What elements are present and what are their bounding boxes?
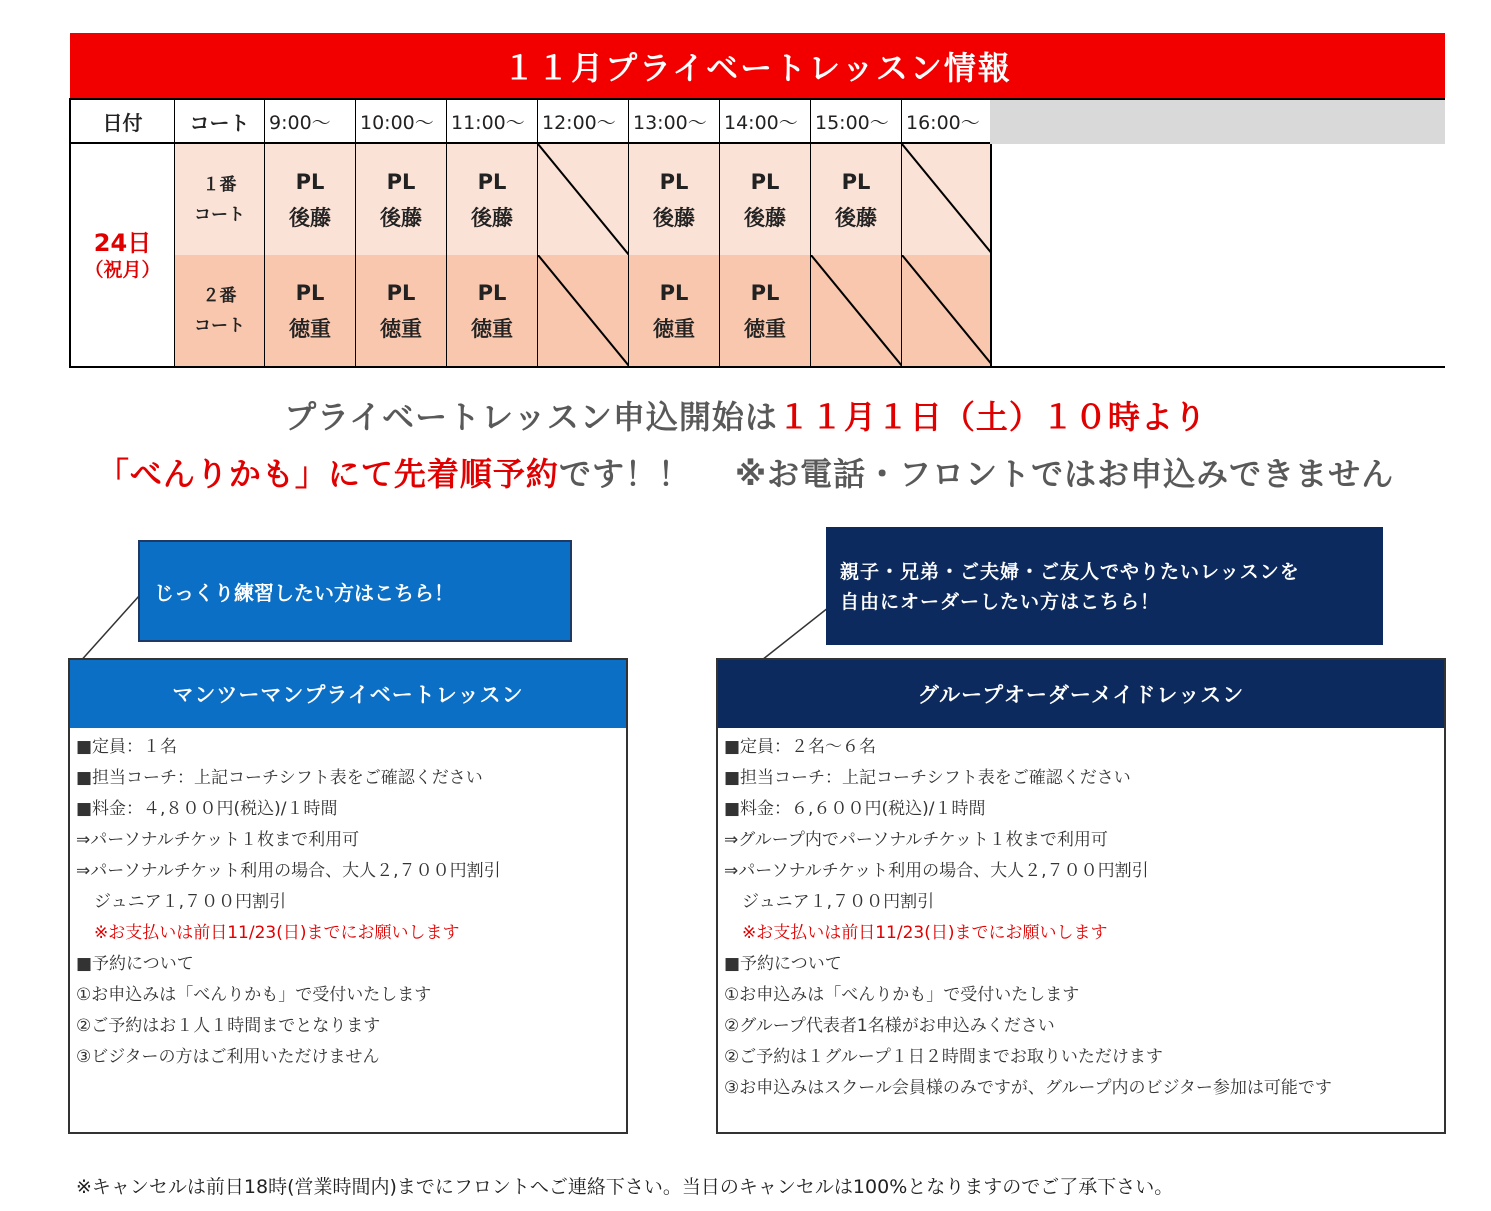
individual-lesson-box bbox=[68, 658, 628, 1134]
callout-group-line-1: 親子・兄弟・ご夫婦・ご友人でやりたいレッスンを bbox=[840, 561, 1300, 583]
info-line: ①お申込みは「べんりかも」で受付いたします bbox=[76, 985, 432, 1005]
lesson-type: PL bbox=[659, 169, 689, 194]
coach-name: 後藤 bbox=[471, 205, 513, 230]
announce-text: プライベートレッスン申込開始は bbox=[284, 398, 778, 436]
info-line: ②ご予約は１グループ１日２時間までお取りいただけます bbox=[724, 1047, 1163, 1067]
box-title: マンツーマンプライベートレッスン bbox=[70, 660, 626, 728]
announce-text: です！！ bbox=[558, 455, 691, 493]
coach-name: 後藤 bbox=[744, 205, 786, 230]
lesson-type: PL bbox=[386, 169, 416, 194]
info-line: ジュニア１,７００円割引 bbox=[94, 892, 287, 912]
court-word: コート bbox=[194, 315, 245, 336]
callout-individual: じっくり練習したい方はこちら！ bbox=[138, 540, 572, 642]
callout-group-line-2: 自由にオーダーしたい方はこちら！ bbox=[840, 591, 1161, 613]
coach-name: 徳重 bbox=[380, 316, 422, 341]
info-line: ■料金：６,６００円(税込)/１時間 bbox=[724, 799, 986, 819]
lesson-type: PL bbox=[386, 280, 416, 305]
coach-name: 徳重 bbox=[653, 316, 695, 341]
coach-name: 徳重 bbox=[471, 316, 513, 341]
group-lesson-box bbox=[716, 658, 1446, 1134]
info-line: ■定員：１名 bbox=[76, 737, 178, 757]
info-line: ⇒グループ内でパーソナルチケット１枚まで利用可 bbox=[724, 830, 1108, 850]
info-line: ⇒パーソナルチケット１枚まで利用可 bbox=[76, 830, 360, 850]
info-line: ■担当コーチ：上記コーチシフト表をご確認ください bbox=[724, 768, 1131, 788]
info-line: ■担当コーチ：上記コーチシフト表をご確認ください bbox=[76, 768, 483, 788]
header-time: 9:00～ bbox=[265, 100, 356, 144]
info-line: ②グループ代表者1名様がお申込みください bbox=[724, 1016, 1055, 1036]
coach-name: 後藤 bbox=[835, 205, 877, 230]
callout-group bbox=[826, 527, 1383, 645]
info-line: ③ビジターの方はご利用いただけません bbox=[76, 1047, 380, 1067]
page-title: １１月プライベートレッスン情報 bbox=[70, 33, 1445, 98]
date-sub: （祝月） bbox=[84, 259, 161, 281]
coach-name: 後藤 bbox=[289, 205, 331, 230]
court-number: １番 bbox=[202, 174, 237, 195]
header-time: 10:00～ bbox=[356, 100, 447, 144]
lesson-type: PL bbox=[841, 169, 871, 194]
coach-name: 徳重 bbox=[744, 316, 786, 341]
info-line: ※お支払いは前日11/23(日)までにお願いします bbox=[742, 923, 1108, 943]
lesson-type: PL bbox=[659, 280, 689, 305]
header-time: 11:00～ bbox=[447, 100, 538, 144]
date-day: 24日 bbox=[93, 229, 152, 257]
announce-note: ※お電話・フロントではお申込みできません bbox=[734, 455, 1395, 493]
header-time: 15:00～ bbox=[811, 100, 902, 144]
info-line: ②ご予約はお１人１時間までとなります bbox=[76, 1016, 381, 1036]
lesson-type: PL bbox=[750, 280, 780, 305]
lesson-type: PL bbox=[477, 169, 507, 194]
header-date: 日付 bbox=[71, 100, 175, 144]
info-line: ⇒パーソナルチケット利用の場合、大人２,７００円割引 bbox=[76, 861, 501, 881]
info-line: ①お申込みは「べんりかも」で受付いたします bbox=[724, 985, 1080, 1005]
info-line: ⇒パーソナルチケット利用の場合、大人２,７００円割引 bbox=[724, 861, 1149, 881]
lesson-type: PL bbox=[477, 280, 507, 305]
cancel-note: ※キャンセルは前日18時(営業時間内)までにフロントへご連絡下さい。当日のキャンセルは100%となりますのでご了承下さい。 bbox=[76, 1176, 1174, 1198]
box-title: グループオーダーメイドレッスン bbox=[718, 660, 1444, 728]
info-line: ■定員：２名～６名 bbox=[724, 737, 877, 757]
info-line: ジュニア１,７００円割引 bbox=[742, 892, 935, 912]
coach-name: 徳重 bbox=[289, 316, 331, 341]
header-time: 12:00～ bbox=[538, 100, 629, 144]
info-line: ③お申込みはスクール会員様のみですが、グループ内のビジター参加は可能です bbox=[724, 1078, 1332, 1098]
lesson-type: PL bbox=[750, 169, 780, 194]
coach-name: 後藤 bbox=[380, 205, 422, 230]
info-line: ■予約について bbox=[724, 954, 842, 974]
announce-booking: 「べんりかも」にて先着順予約 bbox=[96, 455, 559, 493]
lesson-type: PL bbox=[295, 280, 325, 305]
info-line: ■予約について bbox=[76, 954, 194, 974]
info-line: ■料金：４,８００円(税込)/１時間 bbox=[76, 799, 338, 819]
court-number: ２番 bbox=[202, 285, 237, 306]
header-time: 14:00～ bbox=[720, 100, 811, 144]
box-body bbox=[70, 728, 626, 1073]
court-word: コート bbox=[194, 204, 245, 225]
info-line: ※お支払いは前日11/23(日)までにお願いします bbox=[94, 923, 460, 943]
announce-start-date: １１月１日（土）１０時より bbox=[777, 398, 1207, 436]
header-court: コート bbox=[175, 100, 265, 144]
box-body bbox=[718, 728, 1444, 1104]
coach-name: 後藤 bbox=[653, 205, 695, 230]
header-time: 13:00～ bbox=[629, 100, 720, 144]
lesson-type: PL bbox=[295, 169, 325, 194]
header-time: 16:00～ bbox=[902, 100, 993, 144]
